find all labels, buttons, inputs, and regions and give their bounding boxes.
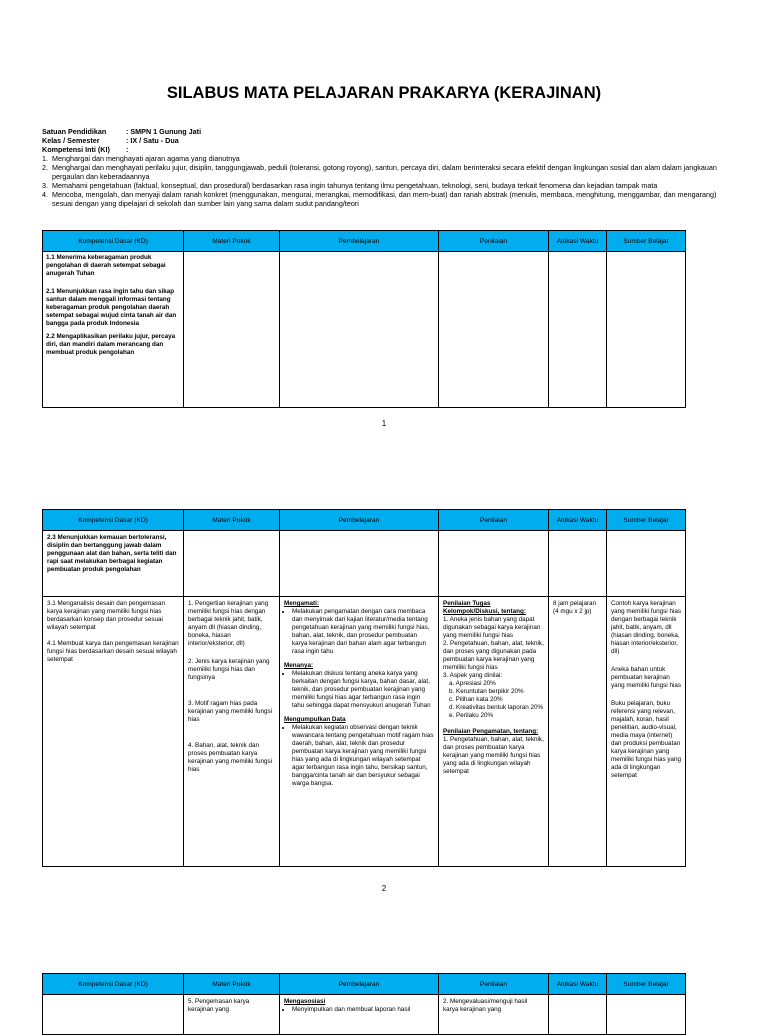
penilaian-cell	[439, 531, 549, 597]
syllabus-table-page3	[42, 973, 686, 1035]
mengasosiasi-list	[284, 1006, 434, 1014]
header-penilaian: Penilaian	[439, 231, 549, 252]
mengamati-heading: Mengamati:	[284, 600, 319, 607]
sumber-item: Contoh karya kerajinan yang memiliki fungsi hias dengan berbagai teknik jahit, batik, anyam, dll (hiasan dinding, boneka, hiasan interior/eksterior, dll)	[611, 600, 681, 655]
menanya-list	[284, 670, 434, 710]
sumber-cell	[607, 252, 686, 408]
aspek-item: a. Apresiasi 20%	[449, 680, 496, 687]
kd-2-2: 2.2 Mengaplikasikan perilaku jujur, percaya diri, dan mandiri dalam merancang dan membuat produk pengolahan	[46, 333, 176, 356]
ki-number: 2.	[42, 163, 48, 172]
pembelajaran-cell	[280, 531, 439, 597]
header-alokasi: Alokasi Waktu	[549, 974, 607, 995]
table-row	[43, 995, 686, 1035]
satuan-row	[42, 127, 732, 136]
page-number: 1	[381, 419, 387, 428]
materi-item: 4. Bahan, alat, teknik dan proses pembuatan karya kerajinan yang memiliki fungsi hias	[188, 742, 272, 773]
kd-1-1: 1.1 Menerima keberagaman produk pengolahan di daerah setempat sebagai anugerah Tuhan	[46, 254, 166, 277]
alokasi-cell	[549, 531, 607, 597]
mengamati-list	[284, 608, 434, 656]
penilaian-tugas-sub: Kelompok/Diskusi, tentang:	[443, 608, 526, 615]
header-pembelajaran: Pembelajaran	[280, 510, 439, 531]
kd-cell	[43, 995, 184, 1035]
kelas-label: Kelas / Semester	[42, 136, 100, 145]
header-materi: Materi Pokok	[184, 974, 280, 995]
menanya-heading: Menanya:	[284, 662, 314, 669]
penilaian-cell	[439, 597, 549, 867]
header-sumber: Sumber Belajar	[607, 231, 686, 252]
penilaian-item: 2. Pengetahuan, bahan, alat, teknik, dan proses yang digunakan pada pembuatan karya kerajinan yang memiliki fungsi hias	[443, 640, 544, 671]
kd-4-1: 4.1 Membuat karya dan pengemasan kerajinan fungsi hias berdasarkan desain sesuai wilayah setempat	[47, 640, 179, 663]
penilaian-cell	[439, 252, 549, 408]
header-penilaian: Penilaian	[439, 974, 549, 995]
pembelajaran-cell	[280, 252, 439, 408]
header-kd: Kompetensi Dasar (KD)	[43, 510, 184, 531]
sumber-item: Aneka bahan untuk pembuatan kerajinan yang memiliki fungsi hias	[611, 666, 681, 689]
ki-value: :	[126, 145, 129, 154]
ki-text: Mencoba, mengolah, dan menyaji dalam ranah konkret (menggunakan, mengurai, merangkai, memodifikasi, dan mem-buat) dan ranah abstrak (menulis, membaca, menghitung, menggambar, dan mengarang) sesuai dengan yang dipelajari di sekolah dan sumber lain yang sama dalam sudut pandang/teori	[52, 190, 717, 208]
kelas-row	[42, 136, 732, 145]
ki-row	[42, 145, 732, 154]
kd-3-1: 3.1 Menganalisis desain dan pengemasan karya kerajinan yang memiliki fungsi hias berdasarkan konsep dan prosedur sesuai wilayah setempat	[47, 600, 165, 631]
ki-number: 4.	[42, 190, 48, 199]
ki-item	[42, 154, 732, 163]
materi-item: 1. Pengertian kerajinan yang memiliki fungsi hias dengan berbagai teknik jahit, batik, anyam dll (hiasan dinding, boneka, hiasan interior/eksterior, dll)	[188, 600, 269, 647]
penilaian-tugas-heading: Penilaian Tugas	[443, 600, 491, 607]
page-number: 2	[381, 884, 387, 893]
penilaian-item: 1. Aneka jenis bahan yang dapat digunakan sebagai karya kerajinan yang memiliki fungsi hias	[443, 616, 541, 639]
document-title: SILABUS MATA PELAJARAN PRAKARYA (KERAJINAN)	[166, 84, 602, 102]
list-item: • Melakukan kegiatan observasi dengan teknik wawancara tentang pengetahuan motif ragam hias daerah, bahan, alat, teknik dan prosedur pembuatan karya kerajinan yang memiliki fungsi hias yang ada di lingkungan wilayah setempat agar terbangun rasa ingin tahu, bersikap santun, bangga/cinta tanah air dan bersyukur sebagai warga bangsa.	[292, 724, 434, 788]
header-pembelajaran: Pembelajaran	[280, 974, 439, 995]
materi-item: 3. Motif ragam hias pada kerajinan yang memiliki fungsi hias	[188, 700, 272, 723]
identity-block	[42, 127, 732, 208]
mengumpulkan-heading: Mengumpulkan Data	[284, 716, 346, 723]
penilaian-item: 1. Pengetahuan, bahan, alat, teknik, dan proses pembuatan karya kerajinan yang memiliki fungsi hias yang ada di lingkungan wilayah setempat	[443, 736, 544, 775]
alokasi-cell	[549, 252, 607, 408]
sumber-cell	[607, 995, 686, 1035]
materi-cell	[184, 252, 280, 408]
kelas-value: : IX / Satu - Dua	[126, 136, 179, 145]
kd-2-1: 2.1 Menunjukkan rasa ingin tahu dan sikap santun dalam menggali informasi tentang keberagaman produk pengolahan daerah setempat sebagai wujud cinta tanah air dan bangga pada produk Indonesia	[46, 288, 177, 327]
table-row	[43, 252, 686, 408]
materi-cell	[184, 531, 280, 597]
ki-number: 1.	[42, 154, 48, 163]
ki-text: Memahami pengetahuan (faktual, konseptual, dan prosedural) berdasarkan rasa ingin tahunya tentang ilmu pengetahuan, teknologi, seni, budaya terkait fenomena dan kejadian tampak mata	[52, 181, 658, 190]
mengasosiasi-heading: Mengasosiasi	[284, 998, 326, 1005]
sumber-cell	[607, 531, 686, 597]
mengumpulkan-list	[284, 724, 434, 788]
pembelajaran-cell	[280, 597, 439, 867]
ki-list	[42, 154, 732, 208]
ki-text: Menghargai dan menghayati perilaku jujur, disiplin, tanggungjawab, peduli (toleransi, gotong royong), santun, percaya diri, dalam berinteraksi secara efektif dengan lingkungan sosial dan alam dalam jangkauan pergaulan dan keberadaannya	[52, 163, 717, 181]
table-header	[43, 510, 686, 531]
syllabus-table-page1	[42, 230, 686, 408]
penilaian-cell: 2. Mengevaluasi/menguji hasil karya kerajinan yang	[439, 995, 549, 1035]
list-item: • Menyimpulkan dan membuat laporan hasil	[292, 1006, 434, 1014]
ki-item	[42, 181, 732, 190]
header-materi: Materi Pokok	[184, 231, 280, 252]
table-row	[43, 597, 686, 867]
aspek-item: d. Kreativitas bentuk laporan 20%	[449, 704, 544, 711]
materi-cell: 5. Pengemasan karya kerajinan yang	[184, 995, 280, 1035]
header-alokasi: Alokasi Waktu	[549, 231, 607, 252]
penilaian-item: 3. Aspek yang dinilai:	[443, 672, 503, 679]
ki-item	[42, 163, 732, 181]
table-row	[43, 531, 686, 597]
sumber-cell	[607, 597, 686, 867]
header-alokasi: Alokasi Waktu	[549, 510, 607, 531]
aspek-item: b. Keruntutan berpikir 20%	[449, 688, 524, 695]
header-kd: Kompetensi Dasar (KD)	[43, 231, 184, 252]
aspek-item: e. Perilaku 20%	[449, 712, 494, 719]
pembelajaran-cell	[280, 995, 439, 1035]
ki-item	[42, 190, 732, 208]
header-pembelajaran: Pembelajaran	[280, 231, 439, 252]
ki-number: 3.	[42, 181, 48, 190]
alokasi-cell	[549, 995, 607, 1035]
alokasi-cell: 8 jam pelajaran (4 mgu x 2 jp)	[549, 597, 607, 867]
ki-label: Kompetensi Inti (KI)	[42, 145, 110, 154]
list-item: • Melakukan pengamatan dengan cara membaca dan menyimak dari kajian literatur/media tentang pengetahuan kerajinan yang memiliki fungsi hias, bahan, alat, teknik, dan prosedur pembuatan karya kerajinan dari bahan alam agar terbangun rasa ingin tahu	[292, 608, 434, 656]
sumber-item: Buku pelajaran, buku referensi yang relevan, majalah, koran, hasil penelitian, audio-visual, media maya (internet) dan produksi pembuatan karya kerajinan yang memiliki fungsi hias yang ada di lingkungan setempat	[611, 700, 681, 779]
table-header	[43, 231, 686, 252]
penilaian-pengamatan-heading: Penilaian Pengamatan, tentang:	[443, 728, 539, 735]
syllabus-table-page2	[42, 509, 686, 867]
kd-cell: 2.3 Menunjukkan kemauan bertoleransi, disiplin dan bertanggung jawab dalam penggunaan alat dan bahan, serta teliti dan rapi saat melakukan berbagai kegiatan pembuatan produk pengolahan	[43, 531, 184, 597]
materi-cell	[184, 597, 280, 867]
satuan-label: Satuan Pendidikan	[42, 127, 107, 136]
header-materi: Materi Pokok	[184, 510, 280, 531]
header-kd: Kompetensi Dasar (KD)	[43, 974, 184, 995]
kd-cell	[43, 597, 184, 867]
header-penilaian: Penilaian	[439, 510, 549, 531]
aspek-item: c. Pilihan kata 20%	[449, 696, 503, 703]
ki-text: Menghargai dan menghayati ajaran agama yang dianutnya	[52, 154, 240, 163]
header-sumber: Sumber Belajar	[607, 510, 686, 531]
table-header	[43, 974, 686, 995]
header-sumber: Sumber Belajar	[607, 974, 686, 995]
list-item: • Melakukan diskusi tentang aneka karya yang berkaitan dengan fungsi karya, bahan dasar, alat, teknik, dan prosedur pembuatan kerajinan yang memiliki fungsi hias agar terbangun rasa ingin tahu sehingga dapat mensyukuri anugerah Tuhan	[292, 670, 434, 710]
materi-item: 2. Jenis karya kerajinan yang memiliki fungsi hias dan fungsinya	[188, 658, 270, 681]
kd-cell	[43, 252, 184, 408]
satuan-value: : SMPN 1 Gunung Jati	[126, 127, 202, 136]
